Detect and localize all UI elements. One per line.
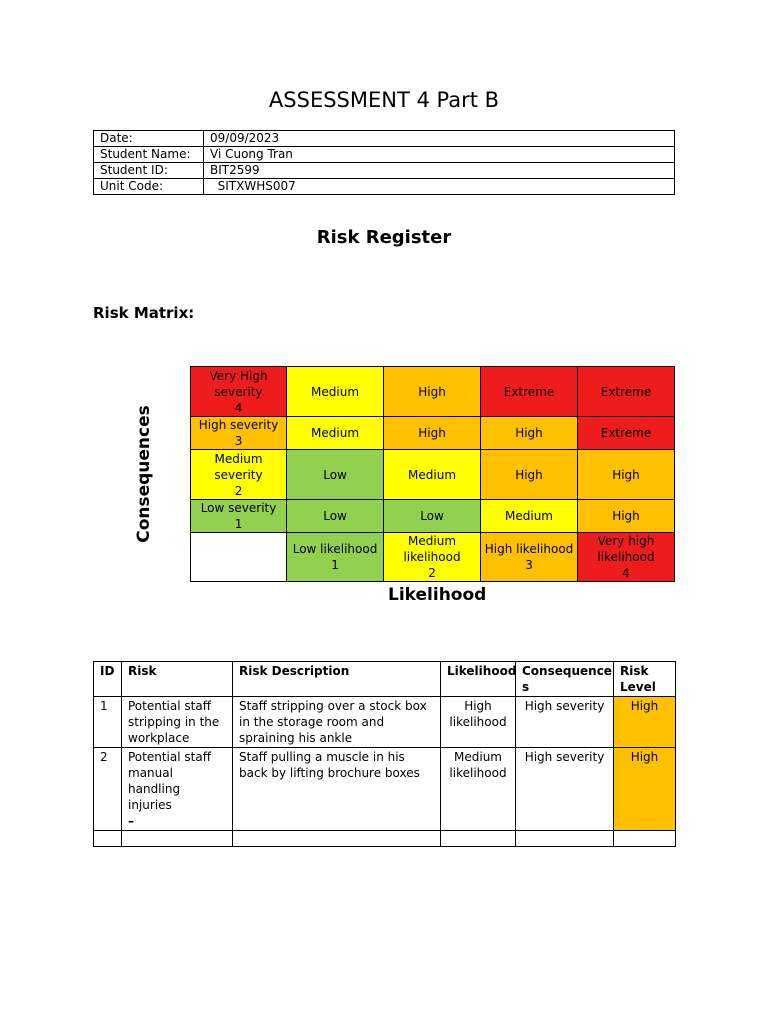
matrix-cell: High xyxy=(481,417,578,450)
info-value: Vi Cuong Tran xyxy=(204,147,675,163)
info-label: Unit Code: xyxy=(94,179,204,195)
empty-cell xyxy=(122,831,233,847)
info-value: 09/09/2023 xyxy=(204,131,675,147)
cell-id: 1 xyxy=(94,697,122,748)
column-header-likelihood: Likelihood xyxy=(441,662,516,697)
matrix-cell: High xyxy=(481,450,578,500)
matrix-cell: High xyxy=(384,417,481,450)
severity-num: 4 xyxy=(234,400,243,415)
info-label: Date: xyxy=(94,131,204,147)
column-header-risk: Risk xyxy=(122,662,233,697)
likelihood-cell xyxy=(287,533,384,582)
risk-matrix xyxy=(190,366,675,582)
likelihood-label: Very high likelihood xyxy=(597,534,655,564)
info-value: SITXWHS007 xyxy=(204,179,675,195)
cell-consequence: High severity xyxy=(516,748,614,831)
matrix-row xyxy=(191,417,675,450)
info-label: Student Name: xyxy=(94,147,204,163)
risk-register-table xyxy=(93,661,676,847)
severity-label: Very High severity xyxy=(209,368,268,399)
likelihood-num: 2 xyxy=(428,566,436,580)
info-row-student-name xyxy=(94,147,675,163)
empty-row xyxy=(94,831,676,847)
matrix-row xyxy=(191,367,675,417)
cell-risk-level: High xyxy=(614,697,676,748)
matrix-cell: High xyxy=(578,500,675,533)
cell-risk-level: High xyxy=(614,748,676,831)
section-heading: Risk Register xyxy=(316,227,452,248)
likelihood-label: Medium likelihood xyxy=(403,534,461,564)
column-header-consequences: Consequence s xyxy=(516,662,614,697)
matrix-cell: Medium xyxy=(481,500,578,533)
column-header-risk-level: Risk Level xyxy=(614,662,676,697)
matrix-row xyxy=(191,500,675,533)
matrix-cell: Extreme xyxy=(481,367,578,417)
severity-label: Low severity xyxy=(200,501,277,515)
cell-risk: Potential staff stripping in the workplace xyxy=(122,697,233,748)
matrix-cell: High xyxy=(384,367,481,417)
matrix-cell: Low xyxy=(287,450,384,500)
empty-cell xyxy=(441,831,516,847)
empty-cell xyxy=(94,831,122,847)
column-header-description: Risk Description xyxy=(233,662,441,697)
likelihood-num: 3 xyxy=(525,558,533,572)
severity-cell xyxy=(191,417,287,450)
likelihood-row xyxy=(191,533,675,582)
severity-label: High severity xyxy=(198,418,279,432)
cell-risk-dash: – xyxy=(128,814,134,828)
severity-num: 2 xyxy=(234,483,243,498)
matrix-cell: Medium xyxy=(384,450,481,500)
likelihood-num: 4 xyxy=(622,566,630,580)
matrix-cell: Low xyxy=(384,500,481,533)
table-row xyxy=(94,748,676,831)
matrix-cell: Extreme xyxy=(578,367,675,417)
matrix-cell: Low xyxy=(287,500,384,533)
matrix-cell: Medium xyxy=(287,417,384,450)
cell-consequence: High severity xyxy=(516,697,614,748)
likelihood-cell xyxy=(578,533,675,582)
matrix-heading: Risk Matrix: xyxy=(93,304,195,322)
cell-id: 2 xyxy=(94,748,122,831)
cell-likelihood: High likelihood xyxy=(441,697,516,748)
severity-num: 1 xyxy=(234,517,243,531)
severity-cell xyxy=(191,367,287,417)
x-axis-label: Likelihood xyxy=(388,585,487,605)
cell-description: Staff pulling a muscle in his back by lifting brochure boxes xyxy=(233,748,441,831)
info-row-unit-code xyxy=(94,179,675,195)
severity-num: 3 xyxy=(234,434,243,448)
info-row-date xyxy=(94,131,675,147)
empty-cell xyxy=(516,831,614,847)
column-header-id: ID xyxy=(94,662,122,697)
header-row xyxy=(94,662,676,697)
matrix-cell: Medium xyxy=(287,367,384,417)
student-info-table xyxy=(93,130,675,195)
matrix-cell: High xyxy=(578,450,675,500)
likelihood-cell xyxy=(481,533,578,582)
cell-description: Staff stripping over a stock box in the storage room and spraining his ankle xyxy=(233,697,441,748)
likelihood-num: 1 xyxy=(331,558,339,572)
matrix-row xyxy=(191,450,675,500)
empty-cell xyxy=(614,831,676,847)
info-label: Student ID: xyxy=(94,163,204,179)
severity-label: Medium severity xyxy=(214,451,263,482)
info-value: BIT2599 xyxy=(204,163,675,179)
empty-corner-cell xyxy=(191,533,287,582)
document-title: ASSESSMENT 4 Part B xyxy=(268,88,500,112)
cell-risk-text: Potential staff manual handling injuries xyxy=(128,750,211,812)
matrix-cell: Extreme xyxy=(578,417,675,450)
empty-cell xyxy=(233,831,441,847)
info-row-student-id xyxy=(94,163,675,179)
likelihood-label: Low likelihood xyxy=(292,542,378,556)
severity-cell xyxy=(191,500,287,533)
likelihood-label: High likelihood xyxy=(484,542,574,556)
y-axis-label: Consequences xyxy=(134,405,154,543)
table-row xyxy=(94,697,676,748)
likelihood-cell xyxy=(384,533,481,582)
cell-likelihood: Medium likelihood xyxy=(441,748,516,831)
severity-cell xyxy=(191,450,287,500)
cell-risk xyxy=(122,748,233,831)
